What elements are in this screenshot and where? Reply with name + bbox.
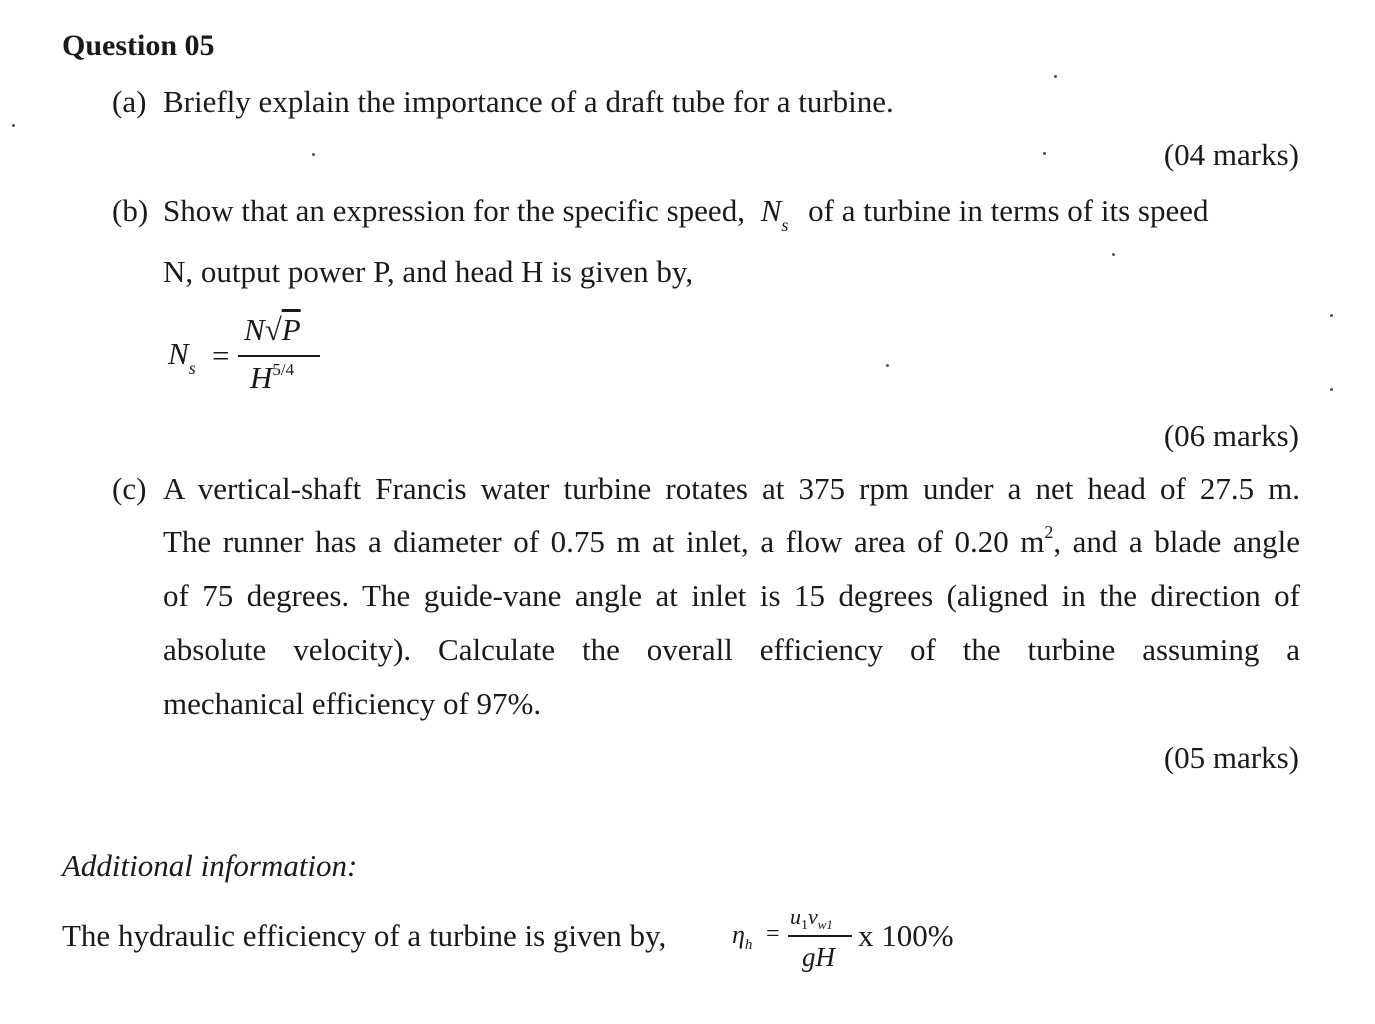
numerator-v-subscript: w1: [817, 917, 833, 932]
numerator-n: N: [244, 312, 265, 347]
part-c-line2: [163, 524, 1300, 560]
question-title: Question 05: [62, 29, 215, 62]
denominator-exponent: 5/4: [272, 360, 295, 379]
eta-subscript: h: [744, 937, 753, 953]
numerator-v: v: [808, 904, 818, 929]
hydraulic-denominator: gH: [802, 942, 835, 972]
scan-speck: [312, 153, 315, 156]
part-c-line3: of 75 degrees. The guide-vane angle at inlet is 15 degrees (aligned in the direction of: [163, 578, 1300, 613]
part-b-label: (b): [112, 193, 149, 228]
hydraulic-multiplier: x 100%: [858, 918, 954, 953]
part-b-line2: N, output power P, and head H is given by,: [163, 254, 694, 289]
part-a-marks: (04 marks): [1163, 137, 1299, 172]
numerator-u: u: [790, 904, 801, 929]
part-b-line1-post: of a turbine in terms of its speed: [808, 193, 1209, 228]
scan-speck: [12, 124, 15, 127]
additional-text: The hydraulic efficiency of a turbine is given by,: [62, 918, 667, 953]
hydraulic-equals: =: [766, 921, 780, 947]
additional-heading: Additional information:: [62, 848, 358, 883]
square-root-icon: √: [264, 312, 282, 347]
formula-fraction-bar: [238, 355, 320, 357]
scan-speck: [1112, 253, 1115, 256]
part-c-line5: mechanical efficiency of 97%.: [163, 686, 542, 721]
part-c-marks: (05 marks): [1163, 740, 1299, 775]
area-unit-superscript: 2: [1044, 522, 1054, 542]
formula-equals: =: [212, 338, 230, 373]
eta-symbol: η: [732, 920, 745, 949]
scan-speck: [1043, 152, 1046, 155]
part-c-label: (c): [112, 471, 147, 506]
formula-denominator: [250, 360, 294, 396]
part-c-line2-pre: The runner has a diameter of 0.75 m at inlet, a flow area of 0.20 m: [163, 524, 1045, 559]
formula-lhs: N: [168, 336, 189, 371]
specific-speed-symbol: N: [760, 193, 782, 228]
part-b-line1: [163, 193, 1209, 235]
part-a-text: Briefly explain the importance of a draft tube for a turbine.: [163, 84, 894, 119]
formula-lhs-subscript: s: [188, 358, 196, 378]
numerator-u-subscript: 1: [801, 918, 808, 933]
scan-speck: [1330, 314, 1333, 317]
denominator-h: H: [250, 360, 273, 395]
part-b-marks: (06 marks): [1163, 418, 1299, 453]
part-c-line4: absolute velocity). Calculate the overall efficiency of the turbine assuming a: [163, 632, 1300, 667]
scan-speck: [1330, 388, 1333, 391]
numerator-p: P: [281, 312, 301, 347]
part-a-label: (a): [112, 84, 147, 119]
hydraulic-fraction-bar: [788, 935, 852, 937]
hydraulic-numerator: [790, 904, 833, 933]
scan-speck: [1054, 75, 1057, 78]
scan-speck: [886, 364, 889, 367]
specific-speed-subscript: s: [781, 215, 789, 235]
formula-numerator: [244, 312, 301, 348]
part-c-line1: A vertical-shaft Francis water turbine rotates at 375 rpm under a net head of 27.5 m.: [163, 471, 1300, 506]
part-c-line2-post: , and a blade angle: [1053, 524, 1300, 559]
part-b-line1-pre: Show that an expression for the specific speed,: [163, 193, 745, 228]
